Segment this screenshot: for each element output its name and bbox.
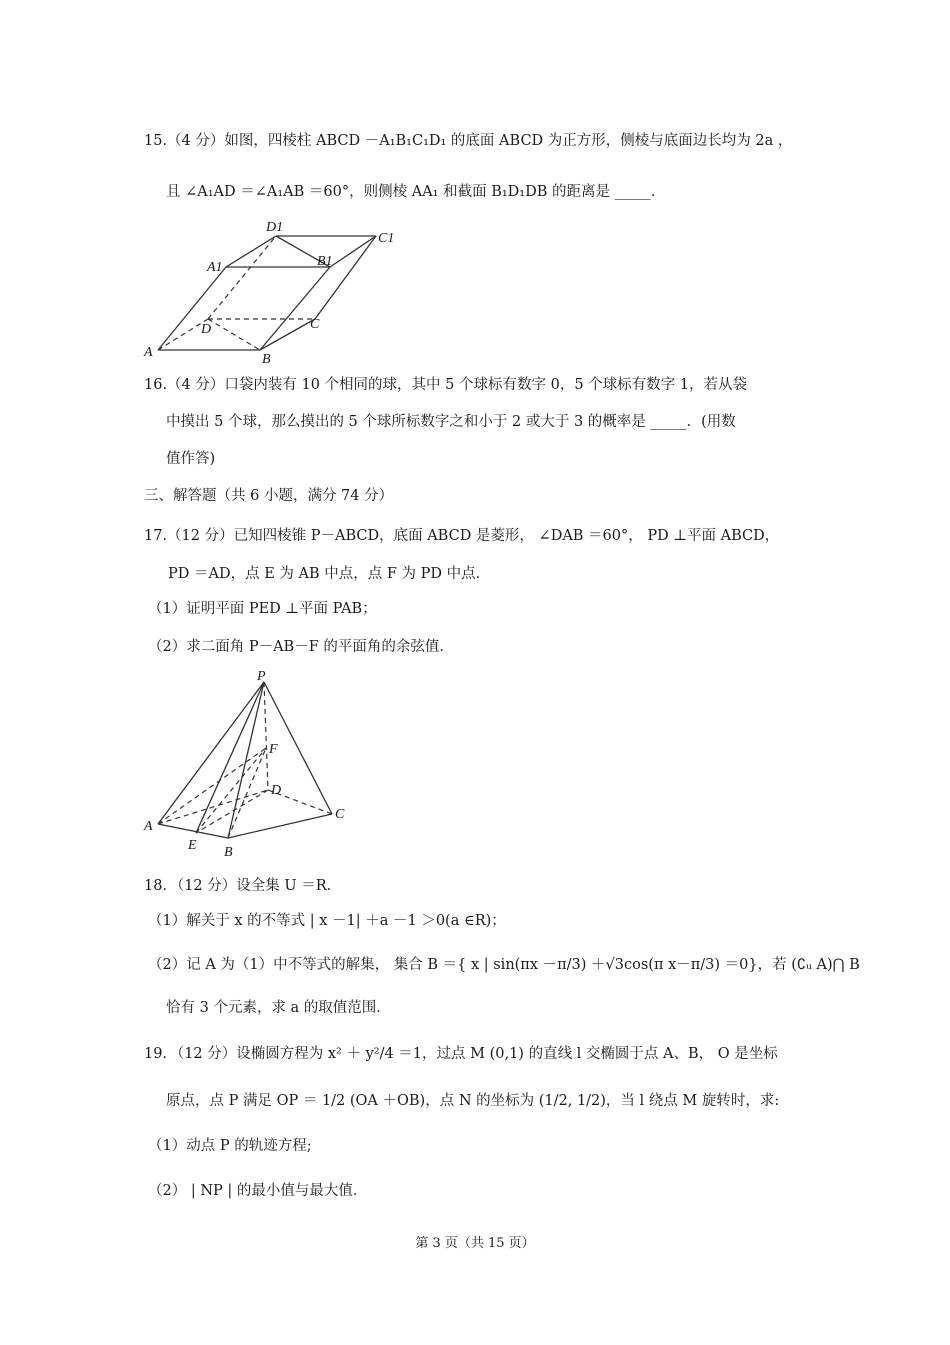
q19-line2: 原点，点 P 满足 OP ＝ 1/2 (OA ＋OB)，点 N 的坐标为 (1/2, 1/2)，当 l 绕点 M 旋转时，求: <box>166 1093 780 1109</box>
q18-line3: 恰有 3 个元素，求 a 的取值范围． <box>166 1000 391 1016</box>
q18-line1: 18．（12 分）设全集 U ＝R． <box>144 878 342 894</box>
label-A: A <box>144 819 153 834</box>
q16-line3: 值作答) <box>166 451 216 467</box>
label-C: C <box>335 807 345 822</box>
prism-figure <box>140 212 410 367</box>
label-P: P <box>257 669 266 684</box>
q17-sub2: （2）求二面角 P－AB－F 的平面角的余弦值． <box>148 639 454 655</box>
q15-line2: 且 ∠A₁AD ＝∠A₁AB ＝60°，则侧棱 AA₁ 和截面 B₁D₁DB 的距离是 _____． <box>166 184 666 200</box>
label-A: A <box>144 345 153 360</box>
page-footer: 第 3 页（共 15 页） <box>415 1236 535 1251</box>
label-C: C <box>310 317 320 332</box>
q17-line1: 17.（12 分）已知四棱锥 P－ABCD，底面 ABCD 是菱形， ∠DAB ＝60°， PD ⊥平面 ABCD， <box>144 528 780 544</box>
pyramid-figure <box>140 668 360 863</box>
q17-sub1: （1）证明平面 PED ⊥平面 PAB； <box>148 601 377 617</box>
q19-line1: 19．（12 分）设椭圆方程为 x² ＋ y²/4 ＝1，过点 M (0,1) 的直线 l 交椭圆于点 A、B， O 是坐标 <box>144 1046 778 1062</box>
q16-line2: 中摸出 5 个球，那么摸出的 5 个球所标数字之和小于 2 或大于 3 的概率是 _____．(用数 <box>166 414 736 430</box>
label-A1: A1 <box>207 260 223 275</box>
q18-sub2: （2）记 A 为（1）中不等式的解集， 集合 B ＝{ x | sin(πx －π/3) ＋√3cos(π x－π/3) ＝0}，若 (∁ᵤ A)⋂ B <box>148 957 860 973</box>
label-B: B <box>224 845 233 860</box>
q17-line2: PD ＝AD，点 E 为 AB 中点，点 F 为 PD 中点． <box>168 566 491 582</box>
label-D1: D1 <box>266 220 284 235</box>
q16-line1: 16.（4 分）口袋内装有 10 个相同的球，其中 5 个球标有数字 0，5 个球标有数字 1，若从袋 <box>144 377 748 393</box>
label-D: D <box>201 322 212 337</box>
q19-sub2: （2） | NP | 的最小值与最大值． <box>148 1183 368 1199</box>
label-E: E <box>188 838 197 853</box>
label-D: D <box>271 783 282 798</box>
q15-line1: 15.（4 分）如图，四棱柱 ABCD －A₁B₁C₁D₁ 的底面 ABCD 为正方形，侧棱与底面边长均为 2a ， <box>144 133 793 149</box>
section-heading: 三、解答题（共 6 小题，满分 74 分） <box>144 488 394 504</box>
label-C1: C1 <box>378 231 395 246</box>
label-B1: B1 <box>317 254 333 269</box>
q19-sub1: （1）动点 P 的轨迹方程; <box>148 1138 312 1154</box>
label-B: B <box>262 352 271 367</box>
label-F: F <box>269 742 278 757</box>
q18-sub1: （1）解关于 x 的不等式 | x －1| ＋a －1 ＞0(a ∈R)； <box>148 913 506 929</box>
